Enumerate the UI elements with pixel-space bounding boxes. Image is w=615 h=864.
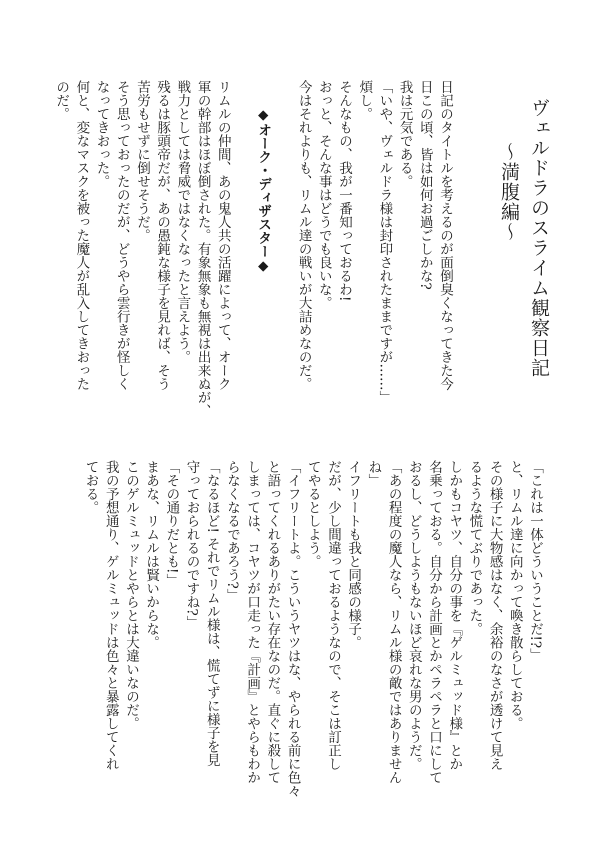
text-line: 軍の幹部はほぼ倒された。有象無象も無視は出来ぬが、 — [194, 80, 211, 418]
page-title — [478, 98, 554, 458]
text-line: 「なるほど! それでリムル様は、慌てずに様子を見 — [203, 460, 220, 767]
text-line: 守っておられるのですね?」 — [183, 460, 200, 630]
text-line: 我は元気である。 — [396, 80, 413, 188]
text-line: まあな、リムルは賢いからな。 — [143, 460, 160, 649]
text-line: 今はそれよりも、リムル達の戦いが大詰めなのだ。 — [295, 80, 312, 391]
text-line: らなくなるであろう?」 — [223, 460, 240, 603]
text-line: 戦力としては脅威ではなくなったと言えよう。 — [174, 80, 191, 364]
text-line: のだ。 — [53, 80, 70, 121]
blank-line — [273, 80, 293, 415]
text-line: てやるとしよう。 — [304, 460, 321, 568]
text-line: 日この頃、皆は如何お過ごしかな? — [416, 80, 433, 290]
text-line: イフリートも我と同感の様子。 — [345, 460, 362, 649]
text-line: 何と、変なマスクを被った魔人が乱入してきおった — [73, 80, 90, 391]
text-line: おっと、そんな事はどうでも良いな。 — [315, 80, 332, 310]
blank-line — [233, 80, 253, 415]
upper-text-block — [53, 80, 455, 418]
text-line: 「その通りだとも!」 — [163, 460, 180, 587]
section-heading: ◆オーク・ディザスター◆ — [255, 107, 272, 274]
text-line: 我の予想通り、ゲルミュッドは色々と暴露してくれ — [102, 460, 119, 771]
text-line: 「イフリートよ。こういうヤツはな、やられる前に色々 — [284, 460, 301, 798]
text-line: ね」 — [365, 460, 382, 487]
text-line: 残るは豚頭帝だが、あの愚鈍な様子を見れば、そう — [154, 80, 171, 391]
text-line: このゲルミュッドとやらとは大違いなのだ。 — [122, 460, 139, 730]
lower-text-block — [65, 460, 545, 820]
text-line: 「あの程度の魔人なら、リムル様の敵ではありません — [385, 460, 402, 784]
text-line: るような慌てぶりであった。 — [466, 460, 483, 636]
text-line: 「いや、ヴェルドラ様は封印されたままですが……」 — [376, 80, 393, 404]
title-main: ヴェルドラのスライム観察日記 — [528, 98, 550, 378]
text-line: なってきおった。 — [93, 80, 110, 188]
text-line: ておる。 — [82, 460, 99, 514]
title-subtitle: 〜満腹編〜 — [498, 142, 520, 242]
text-line: そう思っておったのだが、どうやら雲行きが怪しく — [113, 80, 130, 391]
text-line: おるし、どうしようもないほど哀れな男のようだ。 — [405, 460, 422, 771]
text-line: 日記のタイトルを考えるのが面倒臭くなってきた今 — [437, 80, 453, 391]
text-line: 苦労もせずに倒せそうだ。 — [133, 80, 150, 242]
text-line: 「これは一体どういうことだ!?」 — [527, 460, 543, 662]
text-line: だが、少し間違っておるようなので、そこは訂正し — [324, 460, 341, 771]
text-line: しかもコヤツ、自分の事を『ゲルミュッド様』とか — [446, 460, 463, 771]
text-line: リムルの仲間、あの鬼人共の活躍によって、オーク — [214, 80, 231, 391]
text-line: と、リムル達に向かって喚き散らしておる。 — [506, 460, 523, 730]
text-line: しまっては、コヤツが口走った『計画』とやらもわか — [244, 460, 261, 784]
text-line: 煩し。 — [356, 80, 373, 121]
text-line: と語ってくれるありがたい存在なのだ。直ぐに殺して — [264, 460, 281, 784]
text-line: そんなもの、我が一番知っておるわ! — [335, 80, 352, 302]
text-line: その様子に大物感はなく、余裕のなさが透けて見え — [486, 460, 503, 771]
text-line: 名乗っておる。自分から計画とかペラペラと口にして — [425, 460, 442, 784]
